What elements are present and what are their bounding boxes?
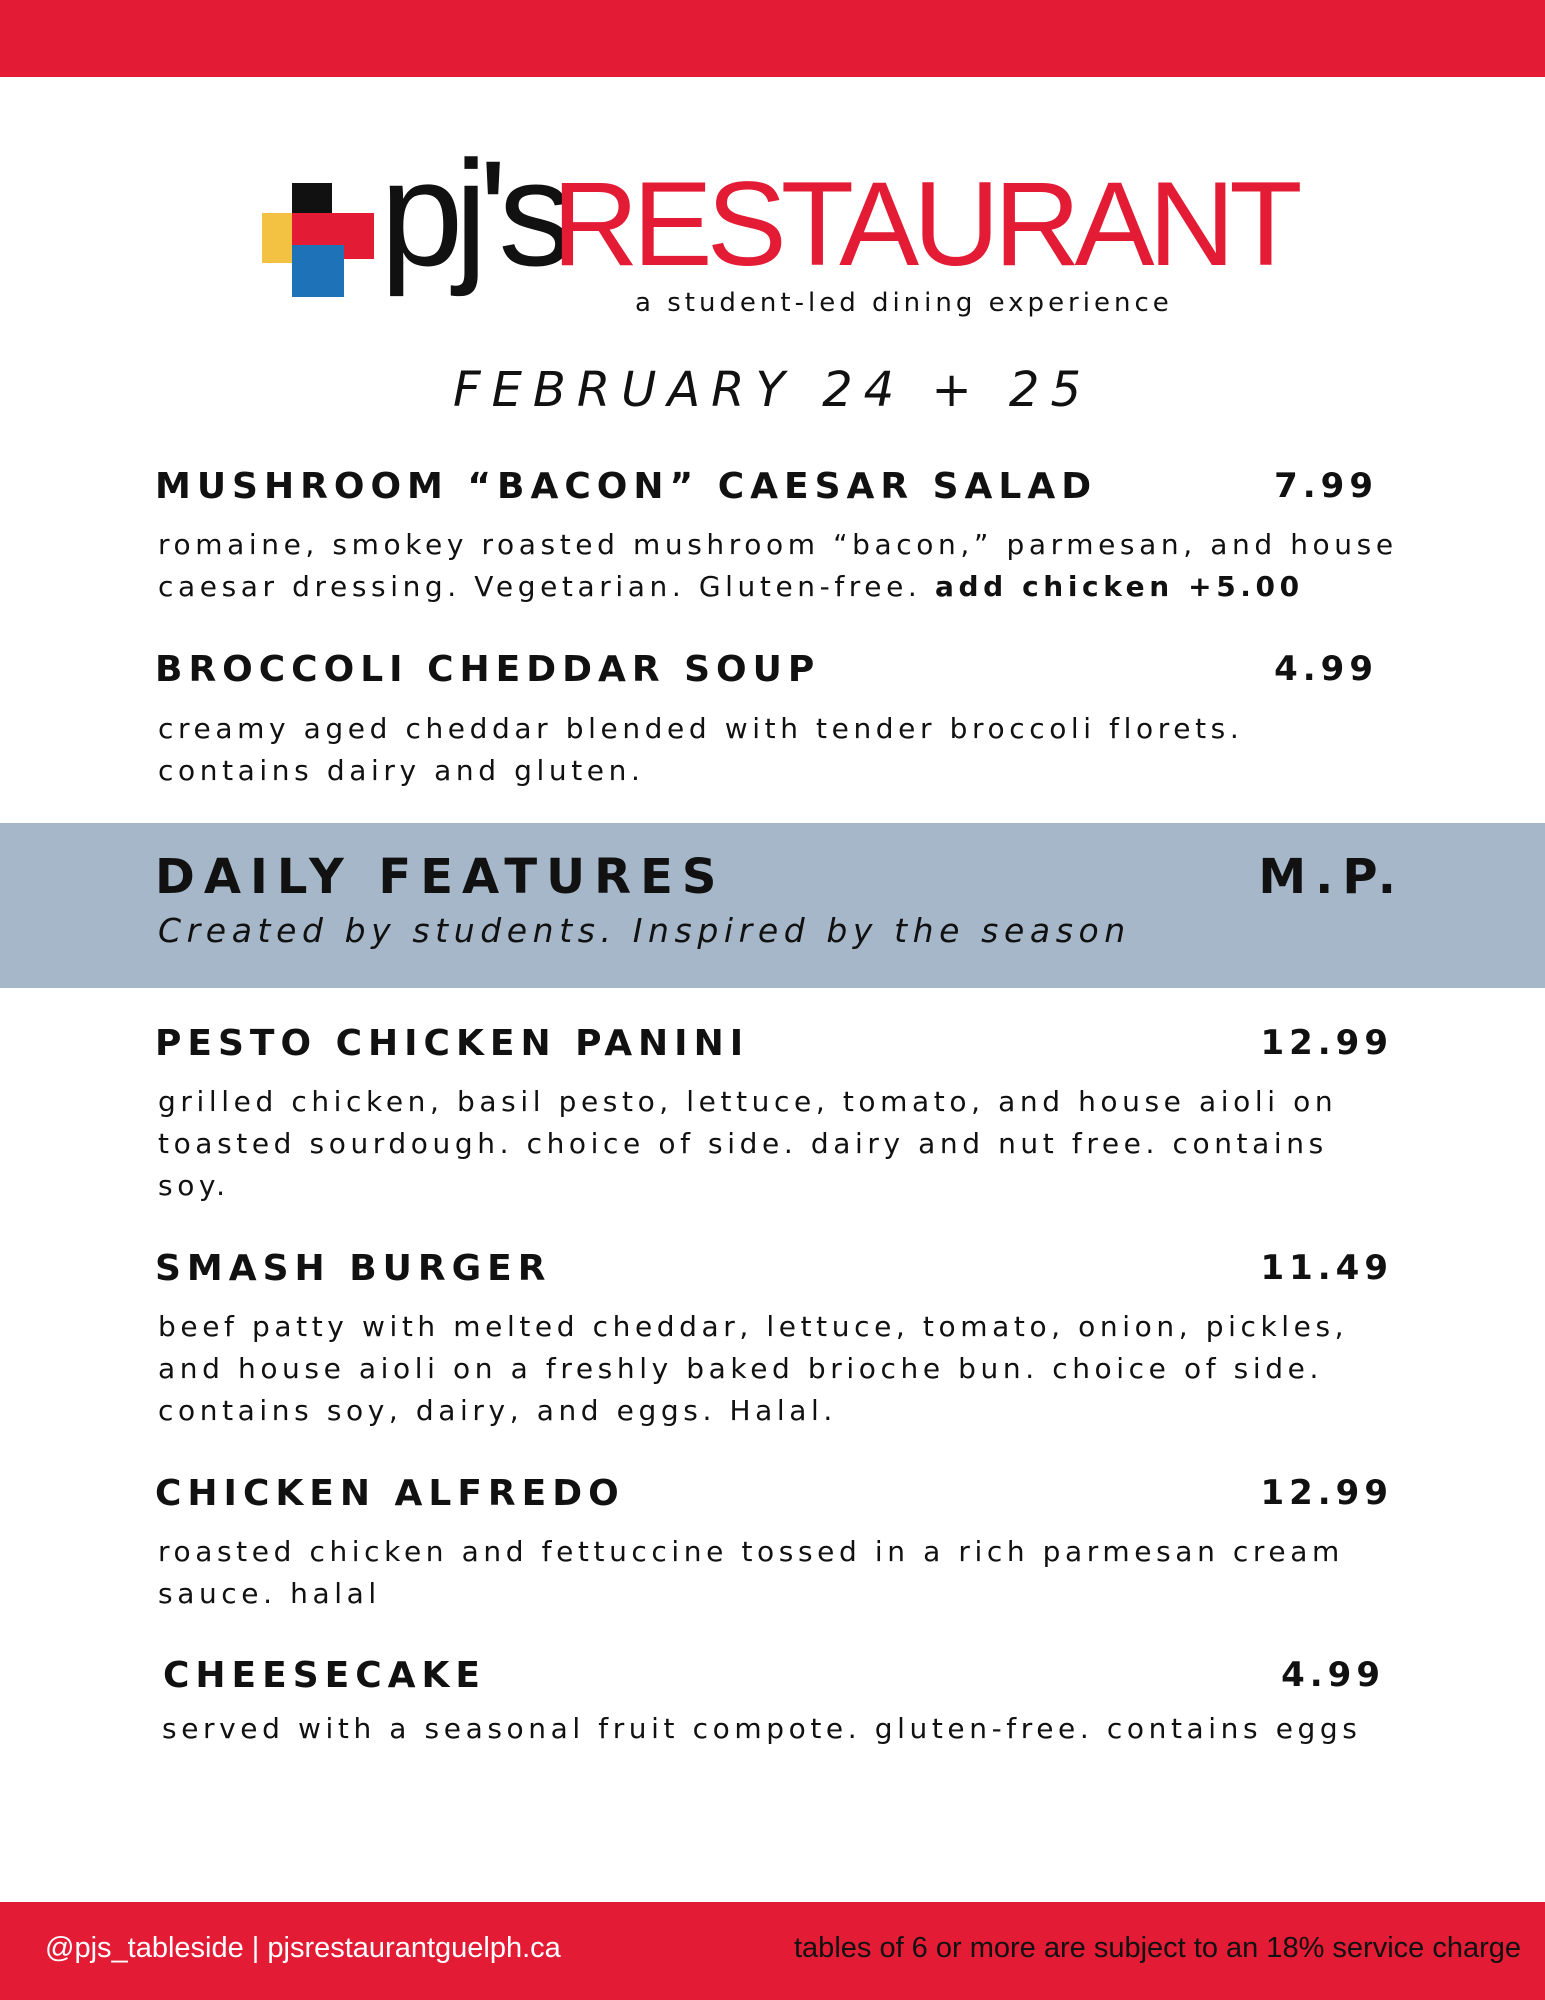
- description-line: beef patty with melted cheddar, lettuce, tomato, onion, pickles,: [158, 1310, 1349, 1343]
- menu-item-price: 4.99: [1281, 1655, 1385, 1695]
- logo-pjs-text: pj's: [380, 129, 565, 297]
- description-line: soy.: [158, 1169, 230, 1202]
- addon-text: add chicken +5.00: [934, 570, 1304, 603]
- footer-service-charge-note: tables of 6 or more are subject to an 18% service charge: [794, 1932, 1521, 1964]
- menu-item-description: [162, 1708, 1361, 1750]
- description-line: contains dairy and gluten.: [158, 754, 645, 787]
- menu-item-name: MUSHROOM “BACON” CAESAR SALAD: [155, 466, 1098, 507]
- top-accent-bar: [0, 0, 1545, 77]
- menu-item-price: 7.99: [1274, 466, 1378, 506]
- description-line: contains soy, dairy, and eggs. Halal.: [158, 1394, 837, 1427]
- menu-item-description: [158, 1306, 1348, 1432]
- description-text: caesar dressing. Vegetarian. Gluten-free.: [158, 570, 922, 603]
- menu-item-name: PESTO CHICKEN PANINI: [155, 1023, 750, 1064]
- description-line: romaine, smokey roasted mushroom “bacon,” parmesan, and house: [158, 528, 1398, 561]
- menu-item-price: 11.49: [1260, 1248, 1393, 1288]
- menu-item-name: CHEESECAKE: [163, 1655, 487, 1696]
- menu-item-name: SMASH BURGER: [155, 1248, 552, 1289]
- tagline: a student-led dining experience: [635, 288, 1173, 318]
- description-line: toasted sourdough. choice of side. dairy and nut free. contains: [158, 1127, 1328, 1160]
- menu-item-name: CHICKEN ALFREDO: [155, 1473, 625, 1514]
- logo-restaurant-text: RESTAURANT: [552, 157, 1297, 291]
- description-line: grilled chicken, basil pesto, lettuce, tomato, and house aioli on: [158, 1085, 1338, 1118]
- menu-date: FEBRUARY 24 + 25: [452, 362, 1092, 418]
- description-line: roasted chicken and fettuccine tossed in a rich parmesan cream: [158, 1535, 1344, 1568]
- menu-item-price: 4.99: [1274, 649, 1378, 689]
- menu-item-price: 12.99: [1260, 1023, 1393, 1063]
- logo-squares-icon: [262, 183, 374, 295]
- footer-social-links[interactable]: @pjs_tableside | pjsrestaurantguelph.ca: [45, 1932, 561, 1964]
- footer-bar: [0, 1902, 1545, 2000]
- features-title: DAILY FEATURES: [155, 849, 726, 905]
- description-line: creamy aged cheddar blended with tender broccoli florets.: [158, 712, 1244, 745]
- menu-item-price: 12.99: [1260, 1473, 1393, 1513]
- description-line: [158, 566, 1398, 608]
- menu-item-description: [158, 708, 1243, 792]
- menu-item-name: BROCCOLI CHEDDAR SOUP: [155, 649, 821, 690]
- menu-item-description: [158, 524, 1398, 608]
- description-line: served with a seasonal fruit compote. gluten-free. contains eggs: [162, 1712, 1362, 1745]
- features-price: M.P.: [1258, 849, 1405, 905]
- features-subtitle: Created by students. Inspired by the season: [158, 911, 1131, 950]
- menu-item-description: [158, 1081, 1337, 1207]
- menu-item-description: [158, 1531, 1344, 1615]
- description-line: and house aioli on a freshly baked brioche bun. choice of side.: [158, 1352, 1323, 1385]
- daily-features-band: [0, 823, 1545, 988]
- description-line: sauce. halal: [158, 1577, 381, 1610]
